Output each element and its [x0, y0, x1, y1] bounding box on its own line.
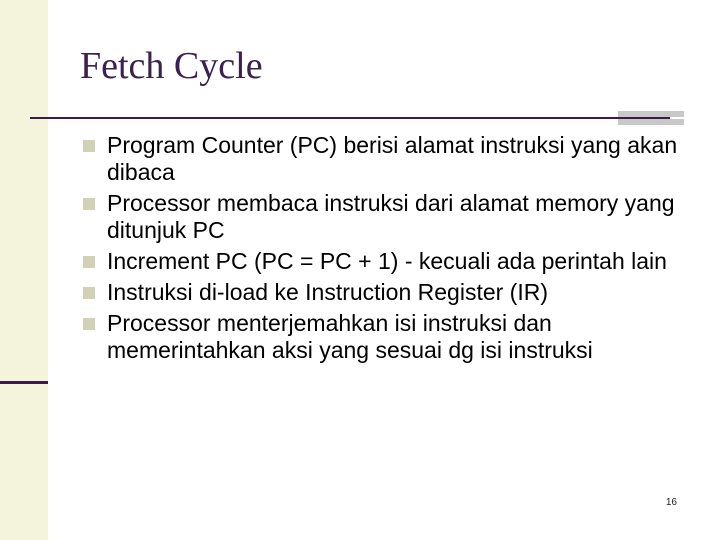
bullet-text: Processor membaca instruksi dari alamat memory yang ditunjuk PC	[107, 190, 675, 243]
slide-title: Fetch Cycle	[80, 45, 263, 87]
bullet-text: Instruksi di-load ke Instruction Register (IR)	[107, 279, 548, 305]
bullet-item	[82, 279, 692, 306]
bullet-square-icon	[83, 198, 95, 210]
left-decorative-band	[0, 0, 48, 540]
bullet-square-icon	[83, 256, 95, 268]
bullet-text: Program Counter (PC) berisi alamat instruksi yang akan dibaca	[107, 132, 678, 185]
bullet-item	[82, 190, 692, 244]
bullet-square-icon	[83, 140, 95, 152]
bullet-item	[82, 248, 692, 275]
left-accent-bar	[0, 381, 48, 384]
bullet-item	[82, 132, 692, 186]
bullet-square-icon	[83, 318, 95, 330]
slide-page-number: 16	[665, 497, 677, 508]
bullet-item	[82, 310, 692, 364]
title-rule-shadow-bottom	[618, 119, 684, 125]
bullet-text: Increment PC (PC = PC + 1) - kecuali ada perintah lain	[107, 248, 667, 274]
bullet-list	[82, 132, 692, 368]
bullet-square-icon	[83, 287, 95, 299]
bullet-text: Processor menterjemahkan isi instruksi dan memerintahkan aksi yang sesuai dg isi instruksi	[107, 310, 593, 363]
title-underline-rule	[30, 117, 670, 119]
